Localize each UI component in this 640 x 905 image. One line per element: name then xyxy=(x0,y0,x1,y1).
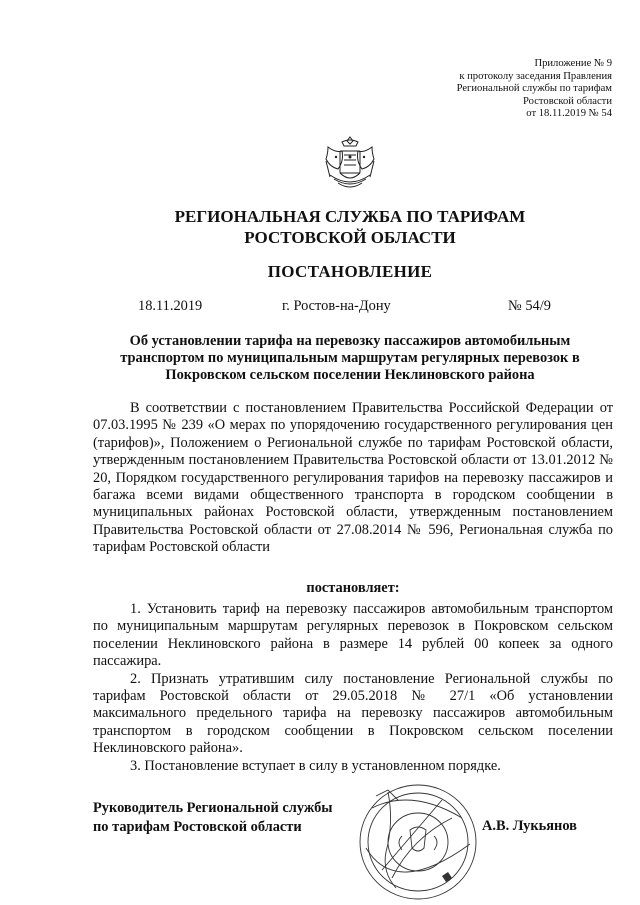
coat-of-arms-icon xyxy=(322,133,378,193)
appendix-line: к протоколу заседания Правления xyxy=(459,70,612,82)
appendix-note xyxy=(372,58,612,121)
signatory-name: А.В. Лукьянов xyxy=(482,818,577,834)
decree-item: 2. Признать утратившим силу постановление Региональной службы по тарифам Ростовской области от 29.05.2018 № 27/1 «Об установлении максимального предельного тарифа на перевозку пассажиров автомобильным транспортом в городском сообщении в Покровском сельском поселении Неклиновского района». xyxy=(93,670,613,757)
preamble-paragraph: В соответствии с постановлением Правительства Российской Федерации от 07.03.1995 № 239 «О мерах по упорядочению государственного регулирования цен (тарифов)», Положением о Региональной службе по тарифам Ростовской области, утвержденным постановлением Правительства Ростовской области от 13.01.2012 № 20, Порядком государственного регулирования тарифов на перевозку пассажиров и багажа всеми видами общественного транспорта в городском сообщении в муниципальных районах Ростовской области, утвержденным постановлением Правительства Ростовской области от 27.08.2014 № 596, Региональная служба по тарифам Ростовской области xyxy=(93,400,613,556)
preamble xyxy=(93,400,613,557)
appendix-line: Ростовской области xyxy=(523,95,612,107)
document-subject: Об установлении тарифа на перевозку пассажиров автомобильным транспортом по муниципальным маршрутам регулярных перевозок в Покровском сельском поселении Неклиновского района xyxy=(120,333,580,384)
document-city: г. Ростов-на-Дону xyxy=(282,298,391,314)
decree-item: 1. Установить тариф на перевозку пассажиров автомобильным транспортом по муниципальным маршрутам регулярных перевозок в Покровском сельском поселении Неклиновского района в размере 14 рублей 00 копеек за одного пассажира. xyxy=(93,601,613,670)
document-type: ПОСТАНОВЛЕНИЕ xyxy=(267,262,433,281)
document-date: 18.11.2019 xyxy=(138,298,203,314)
signatory-role xyxy=(93,799,333,836)
org-line: РОСТОВСКОЙ ОБЛАСТИ xyxy=(244,228,456,247)
appendix-line: Региональной службы по тарифам xyxy=(456,83,612,95)
role-line: по тарифам Ростовской области xyxy=(93,818,302,835)
appendix-line: Приложение № 9 xyxy=(534,58,612,69)
org-line: РЕГИОНАЛЬНАЯ СЛУЖБА ПО ТАРИФАМ xyxy=(174,207,526,226)
decree-items xyxy=(93,601,613,775)
role-line: Руководитель Региональной службы xyxy=(93,800,333,816)
official-seal-icon xyxy=(352,778,482,903)
document-number: № 54/9 xyxy=(508,298,551,314)
decree-item: 3. Постановление вступает в силу в установленном порядке. xyxy=(130,757,501,774)
appendix-line: от 18.11.2019 № 54 xyxy=(526,108,612,120)
organization-name xyxy=(100,206,600,248)
decree-word: постановляет: xyxy=(306,580,400,596)
